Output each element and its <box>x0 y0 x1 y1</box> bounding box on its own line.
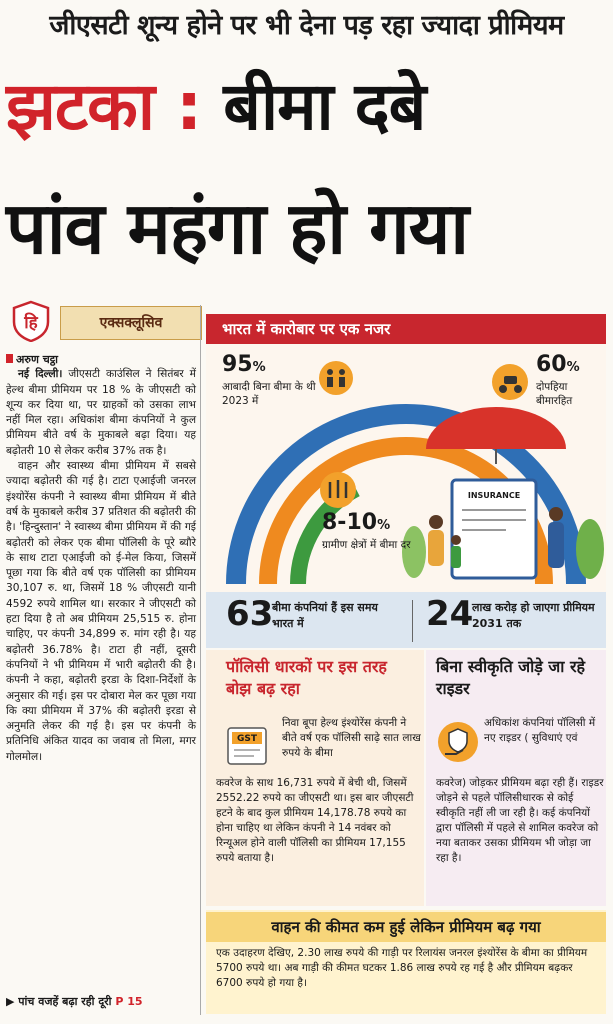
stat-two-wheeler-value: 60 <box>536 352 567 377</box>
logo-letter: हि <box>24 313 38 333</box>
stats-divider <box>412 600 413 642</box>
stat-two-wheeler <box>536 352 580 377</box>
policy-burden-body-1: निवा बूपा हेल्थ इंश्योरेंस कंपनी ने बीते वर्ष एक पॉलिसी साढ़े सात लाख रुपये के बीमा <box>282 717 421 759</box>
rider-heading: बिना स्वीकृति जोड़े जा रहे राइडर <box>436 657 586 698</box>
exclusive-label: एक्सक्लूसिव <box>60 306 202 340</box>
stat-rural-unit: % <box>377 518 391 533</box>
headline-red-part: झटका : <box>6 68 202 145</box>
stat-uninsured-caption: आबादी बिना बीमा के थी 2023 में <box>222 381 316 407</box>
vehicle-body: एक उदाहरण देखिए, 2.30 लाख रुपये की गाड़ी पर रिलायंस जनरल इंश्योरेंस के बीमा का प्रीमियम 5700 रुपये था। अब गाड़ी की कीमत घटकर 1.86 लाख रुपये रह गई है और प्रीमियम बढ़कर 6700 रुपये हो गया है। <box>216 947 588 989</box>
stat-two-wheeler-unit: % <box>566 360 580 375</box>
continued-text: पांच वजहें बढ़ा रही दूरी <box>18 995 112 1008</box>
vehicle-heading: वाहन की कीमत कम हुई लेकिन प्रीमियम बढ़ गया <box>206 912 606 942</box>
stat-rural-value: 8-10 <box>322 510 378 535</box>
article-paragraph-1 <box>6 367 196 459</box>
article-body <box>6 352 196 765</box>
stat-rural <box>322 510 390 535</box>
headline-black-part: बीमा दबे <box>201 68 426 145</box>
kicker-headline: जीएसटी शून्य होने पर भी देना पड़ रहा ज्यादा प्रीमियम <box>49 10 564 41</box>
company-count-caption: बीमा कंपनियां हैं इस समय भारत में <box>272 601 378 630</box>
hand-shield-icon <box>436 720 480 764</box>
rider-body-1: अधिकांश कंपनियां पॉलिसी में नए राइडर ( सुविधाएं एवं <box>484 717 596 744</box>
person-icon <box>429 515 443 529</box>
panel-title: भारत में कारोबार पर एक नजर <box>206 314 606 344</box>
column-divider <box>200 305 201 1015</box>
main-headline-line1 <box>6 62 606 152</box>
hindustan-logo-icon <box>10 300 52 342</box>
continued-page: P 15 <box>115 995 143 1008</box>
policy-burden-heading: पॉलिसी धारकों पर इस तरह बोझ बढ़ रहा <box>226 657 387 698</box>
gst-icon-text: GST <box>236 734 258 744</box>
article-paragraph-1-text: जीएसटी काउंसिल ने सितंबर में हेल्थ बीमा प्रीमियम पर 18 % के जीएसटी को शून्य कर दिया था, पर ग्राहकों को उसका लाभ नहीं मिल रहा। अधिकांश बीमा कंपनियों ने कुल प्रीमियम बीते वर्ष के मुकाबले बढ़ा दिया। यह बढ़ोतरी 10 से लेकर करीब 37% तक है। <box>6 368 196 457</box>
stat-uninsured-value: 95 <box>222 352 253 377</box>
premium-projection-caption: लाख करोड़ हो जाएगा प्रीमियम 2031 तक <box>472 601 595 630</box>
byline: अरुण चट्ठा <box>6 352 196 367</box>
policy-burden-body-2: कवरेज के साथ 16,731 रुपये में बेची थी, जिसमें 2552.22 रुपये का जीएसटी था। इस बार जीएसटी हटने के बाद कुल प्रीमियम 14,178.78 रुपये का होना चाहिए था लेकिन कंपनी ने 14 नवंबर को रिन्यूअल होने वाली पॉलिसी का प्रीमियम 17,155 रुपये बताया है। <box>216 777 414 864</box>
dateline: नई दिल्ली। <box>18 368 63 381</box>
stat-uninsured <box>222 352 266 377</box>
stat-uninsured-unit: % <box>252 360 266 375</box>
insurance-label: INSURANCE <box>467 491 521 500</box>
company-count: 63 <box>226 594 274 634</box>
main-headline-line2: पांव महंगा हो गया <box>6 186 469 270</box>
premium-projection: 24 <box>426 594 474 634</box>
leaf-decoration <box>576 519 604 579</box>
article-paragraph-2: वाहन और स्वास्थ्य बीमा प्रीमियम में सबसे ज्यादा बढ़ोतरी की गई है। टाटा एआईजी जनरल इंश्योरेंस कंपनी ने स्वास्थ्य बीमा प्रीमियम में बीते वर्ष के मुकाबले करीब 37 प्रतिशत की बढ़ोतरी की है। 'हिन्दुस्तान' ने स्वास्थ्य बीमा प्रीमियम में की गई बढ़ोतरी को लेकर एक बीमा पॉलिसी के पूरे ब्यौरे के साथ टाटा एआईजी को ई-मेल किया, जिसमें पूछा गया कि बीते वर्ष एक पॉलिसी का प्रीमियम 30,107 रु. था, जिसमें 18 % जीएसटी यानी 4592 रुपये शामिल था। सरकार ने जीएसटी को हटा दिया है तो अब प्रीमियम 25,515 रु. होना चाहिए, पर कंपनी 34,899 रु. मांग रही है। यह बढ़ोतरी 36.78% है। टाटा ही नहीं, दूसरी कंपनियों ने भी प्रीमियम में भारी बढ़ोतरी की है। कंपनी ने कहा, बढ़ोतरी इरडा के दिशा-निर्देशों के अनुसार की गई। इस पर दोबारा मेल कर पूछा गया कि क्या प्रीमियम में 37% की बढ़ोतरी इरडा से अनुमति लेकर की गई है। इस पर कंपनी के प्रतिनिधि अंकित यादव का जवाब तो मिला, मगर गोलमोल। <box>6 460 196 763</box>
rider-body-2: कवरेज) जोड़कर प्रीमियम बढ़ा रही हैं। राइडर जोड़ने से पहले पॉलिसीधारक से कोई स्वीकृति नहीं ली जा रही है। कई कंपनियों द्वारा पॉलिसी में पहले से शामिल कवरेज को नया बताकर उसका प्रीमियम भी जोड़ा जा रहा है। <box>436 777 604 864</box>
continued-reference: ▶ पांच वजहें बढ़ा रही दूरी P 15 <box>6 995 143 1008</box>
stat-two-wheeler-caption: दोपहिया बीमारहित <box>536 381 573 407</box>
gst-document-icon <box>222 724 276 768</box>
stat-rural-caption: ग्रामीण क्षेत्रों में बीमा दर <box>322 539 411 551</box>
